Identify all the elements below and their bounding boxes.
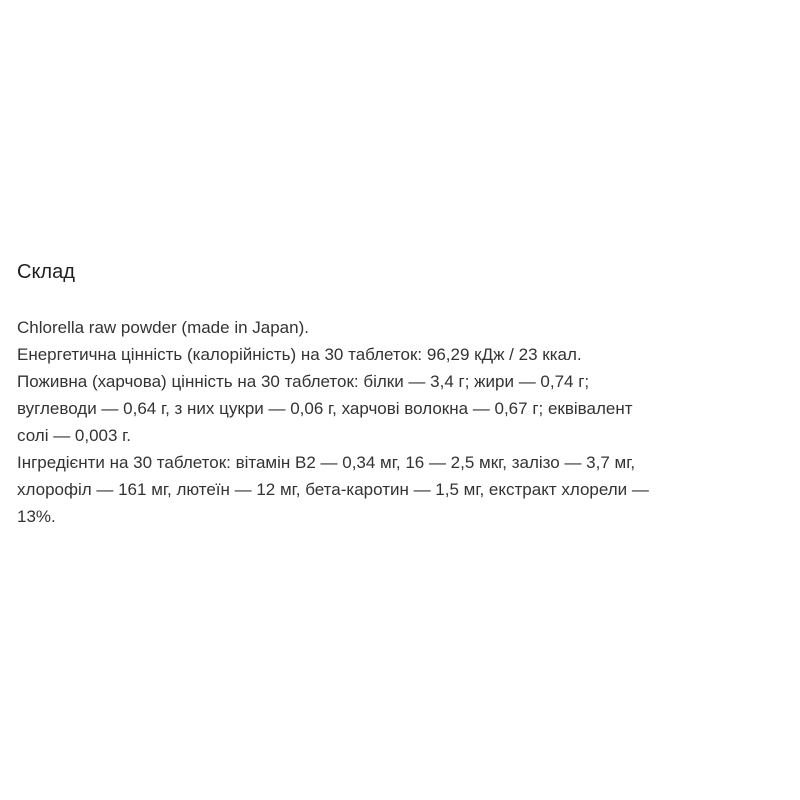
text-line-2: Енергетична цінність (калорійність) на 30 таблеток: 96,29 кДж / 23 ккал.: [17, 345, 582, 364]
text-line-8: 13%.: [17, 507, 56, 526]
text-line-6: Інгредієнти на 30 таблеток: вітамін B2 — 0,34 мг, 16 — 2,5 мкг, залізо — 3,7 мг,: [17, 453, 636, 472]
section-heading: Склад: [17, 261, 75, 283]
text-line-4: вуглеводи — 0,64 г, з них цукри — 0,06 г, харчові волокна — 0,67 г; еквівалент: [17, 399, 633, 418]
text-line-7: хлорофіл — 161 мг, лютеїн — 12 мг, бета-каротин — 1,5 мг, екстракт хлорели —: [17, 480, 649, 499]
composition-section: [17, 258, 787, 530]
text-line-1: Chlorella raw powder (made in Japan).: [17, 318, 309, 337]
text-line-5: солі — 0,003 г.: [17, 426, 132, 445]
composition-text: [17, 314, 787, 530]
text-line-3: Поживна (харчова) цінність на 30 таблеток: білки — 3,4 г; жири — 0,74 г;: [17, 372, 590, 391]
